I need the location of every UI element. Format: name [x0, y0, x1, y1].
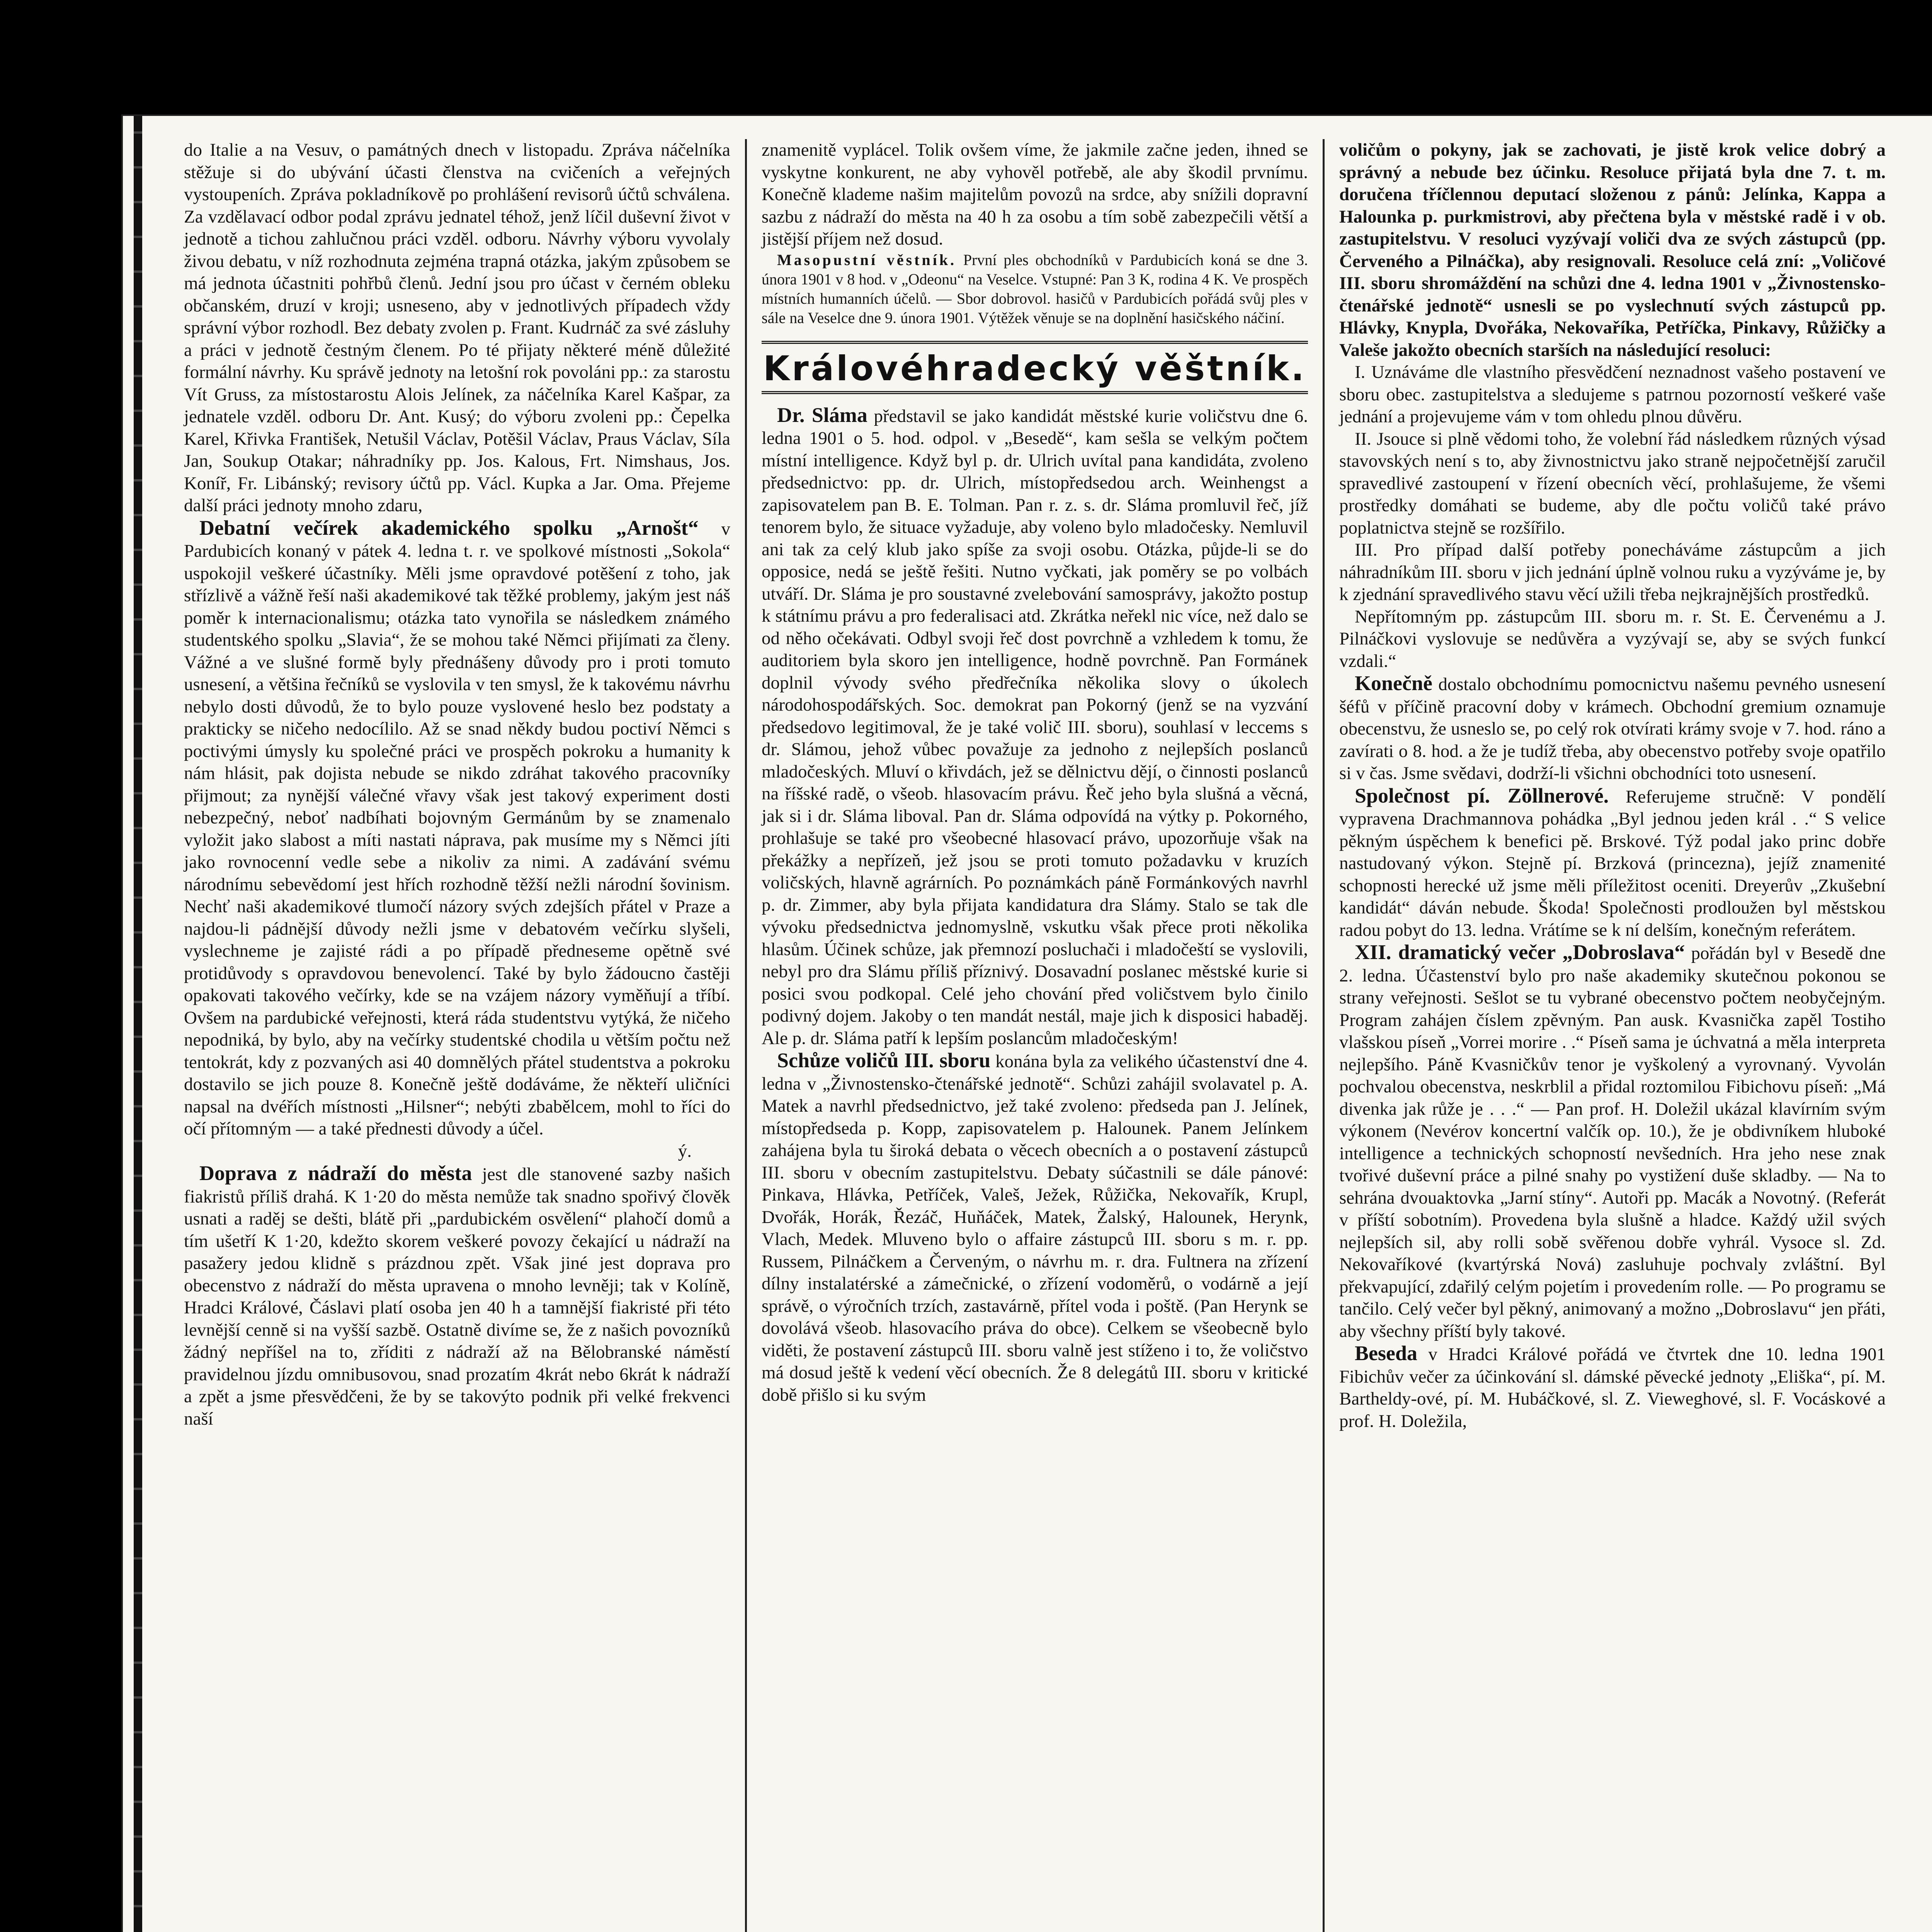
article-schuze-continued: voličům o pokyny, jak se zachovati, je jistě krok velice dobrý a správný a nebude bez účinku. Resoluce přijatá byla dne 7. t. m. doručena tříčlennou deputací složenou z pánů: Jelínka, Kappa a Halounka p. purkmistrovi, aby přečtena byla v městské radě i v ob. zastupitelstvu. V resoluci vyzývají voliči dva ze svých zástupců (pp. Červeného a Pilnáčka), aby resignovali. Resoluce celá zní: „Voličové III. sboru shromáždění na schůzi dne 4. ledna 1901 v „Živnostensko-čtenářské jednotě“ usnesli se po vyslechnutí svých zástupců pp. Hlávky, Knypla, Dvořáka, Nekovaříka, Petříčka, Pinkavy, Růžičky a Valeše jakožto obecních starších na následující resoluci:: [1339, 140, 1886, 360]
article-doprava-body: jest dle stanovené sazby našich fiakristů příliš drahá. K 1·20 do města nemůže tak snadno spořivý člověk usnati a raděj se dešti, blátě při „pardubickém osvělení“ plahočí domů a tím ušetří K 1·20, kdežto skorem veškeré povozy čekající u nádraží na pasažery jedou klidně s prázdnou zpět. Však jiné jest doprava pro obecenstvo z nádraží do města upravena o mnoho levněji; tak v Kolíně, Hradci Králové, Čáslavi platí osoba jen 40 h a tamnější fiakristé při této levnější cenně si na vyšší sazbě. Ostatně divíme se, že z našich povozníků žádný nepříšel na to, zříditi z nádraží až na Bělobranské náměstí pravidelnou jízdu omnibusovou, snad prozatím 4krát nebo 6krát k nádraží a zpět a jsme přesvědčeni, že by se takovýto podnik při velké frekvenci naší: [184, 1164, 731, 1429]
article-dobroslav: [1339, 941, 1886, 1342]
article-spolecnost-body: Referujeme stručně: V pondělí vypravena Drachmannova pohádka „Byl jednou jeden král . .“ S velice pěkným úspěchem k benefici pě. Brskové. Týž podal jako princ dobře nastudovaný výkon. Stejně pí. Brzková (princezna), jejíž znamenité schopnosti herecké už jsme měli příležitost oceniti. Dreyerův „Zkušební kandidát“ dáván nebude. Škoda! Společnosti prodloužen byl městskou radou pobyt do 13. ledna. Vrátíme se k ní delším, konečným referátem.: [1339, 786, 1886, 940]
column-1: [169, 139, 745, 1932]
article-spolecnost-heading: Společnost pí. Zöllnerové.: [1355, 784, 1609, 807]
article-konecne-body: dostalo obchodnímu pomocnictvu našemu pevného usnesení šéfů v příčině pracovní doby v krámech. Obchodní gremium oznamuje obecenstvu, že usneslo se, po celý rok otvírati krámy svoje v 7. hod. ráno a zavírati o 8. hod. a že je tudíž třeba, aby obecenstvo potřeby svoje opatřilo si v čas. Jsme svědavi, dodrží-li všichni obchodníci toto usnesení.: [1339, 674, 1886, 783]
article-konecne: [1339, 672, 1886, 785]
article-doprava-continued: znamenitě vyplácel. Tolik ovšem víme, že jakmile začne jeden, ihned se vyskytne konkurent, ne aby vyhověl potřebě, ale aby škodil prvnímu. Konečně klademe našim majitelům povozů na srdce, aby snížili dopravní sazbu z nádraží do města na 40 h za osobu a tím sobě zabezpečili větší a jistější příjem než dosud.: [762, 140, 1308, 249]
column-3: [1323, 139, 1900, 1932]
section-masthead-title: Královéhradecký věštník.: [763, 348, 1306, 388]
article-arnost: [184, 517, 730, 1140]
resolution-closing: Nepřítomným pp. zástupcům III. sboru m. r. St. E. Červenému a J. Pilnáčkovi vyslovuje se nedůvěra a vyzývají se, aby se svých funkcí vzdali.“: [1339, 606, 1886, 671]
column-2: [745, 139, 1323, 1932]
resolution-point-2: II. Jsouce si plně vědomi toho, že volební řád následkem různých výsad stavovských není s to, aby živnostnictvu jako straně nejpočetnější zaručil spravedlivé zastoupení v řízení obecních věcí, prohlašujeme, že všemi prostředky domáhati se budeme, aby dle počtu voličů také právo poplatnictva stejně se rozšířilo.: [1339, 429, 1886, 538]
article-sokol-continued: do Italie a na Vesuv, o památných dnech v listopadu. Zpráva náčelníka stěžuje si do ubývání účasti členstva na cvičeních a veřejných vystoupeních. Zpráva pokladníkově po prohlášení revisorů účtů schválena. Za vzdělavací odbor podal zprávu jednatel téhož, jenž líčil duševní život v jednotě a tichou zahlučnou práci vzděl. odboru. Návrhy výboru vyvolaly živou debatu, v níž rozhodnuta zejména trapná otázka, jakým způsobem se má jednota účastniti pohřbů členů. Jední jsou pro účast v černém obleku občanském, druzí v kroji; usneseno, aby v jednotlivých případech vždy správní výbor rozhodl. Bez debaty zvolen p. Frant. Kudrnáč za své zásluhy a práci v jednotě čestným členem. Po té přijaty některé méně důležité formální návrhy. Ku správě jednoty na letošní rok povoláni pp.: za starostu Vít Gruss, za místostarostu Alois Jelínek, za náčelníka Karel Kašpar, za jednatele vzděl. odboru Dr. Ant. Kusý; do výboru zvoleni pp.: Čepelka Karel, Křivka František, Netušil Václav, Potěšil Václav, Praus Václav, Síla Jan, Soukup Otakar; náhradníky pp. Jos. Kalous, Frt. Nimshaus, Jos. Koníř, Fr. Libánský; revisory účtů pp. Václ. Kupka a Jar. Oma. Přejeme další práci jednoty mnoho zdaru,: [184, 140, 730, 515]
resolution-point-3: III. Pro případ další potřeby ponecháváme zástupcům a jich náhradníkům III. sboru v jich jednání úplně volnou ruku a vyzýváme je, by k zjednání spravedlivého stavu věcí užili třeba nejkrajnějších prostředků.: [1339, 540, 1886, 604]
article-slama-heading: Dr. Sláma: [777, 403, 867, 427]
text-columns: [169, 139, 1900, 1932]
article-schuze: [762, 1049, 1308, 1406]
article-masopust: [762, 250, 1308, 328]
article-beseda-body: v Hradci Králové pořádá ve čtvrtek dne 10. ledna 1901 Fibichův večer za účinkování sl. dámské pěvecké jednoty „Eliška“, pí. M. Bartheldy-ové, pí. M. Hubáčkové, sl. Z. Vieweghové, sl. F. Vocáskové a prof. H. Doležila,: [1339, 1344, 1886, 1431]
article-masopust-body: První ples obchodníků v Pardubicích koná se dne 3. února 1901 v 8 hod. v „Odeonu“ na Veselce. Vstupné: Pan 3 K, rodina 4 K. Ve prospěch místních humanních účelů. — Sbor dobrovol. hasičů v Pardubicích pořádá svůj ples v sále na Veselce dne 9. února 1901. Výtěžek věnuje se na doplnění hasičského náčiní.: [762, 251, 1308, 327]
article-beseda-heading: Beseda: [1355, 1342, 1417, 1365]
page-binding-edge: [134, 116, 142, 1932]
article-slama: [762, 404, 1308, 1050]
article-slama-body: představil se jako kandidát městské kurie voličstvu dne 6. ledna 1901 o 5. hod. odpol. v „Besedě“, kam sešla se velkým počtem místní intelligence. Když byl p. dr. Ulrich uvítal pana kandidáta, zvoleno předsednictvo: pp. dr. Ulrich, místopředsedou arch. Weinhengst a zapisovatelem pan B. E. Tolman. Pan r. z. s. dr. Sláma promluvil řeč, jíž tenorem bylo, že situace vyžaduje, aby voleno bylo mladočesky. Nemluvil ani tak za celý klub jako spíše za svoji osobu. Otázka, půjde-li se do opposice, nedá se ještě řešiti. Nutno vyčkati, jak poměry se po volbách utváří. Dr. Sláma je pro soustavné zvelebování samosprávy, jakožto postup k státnímu právu a pro federalisaci atd. Zkrátka neřekl nic více, než dalo se od něho očekávati. Odbyl svoji řeč dost povrchně a vzhledem k tomu, že auditoriem byla skoro jen intelligence, hodně povrchně. Pan Formánek doplnil vývody svého předřečníka několika slovy o úkolech národohospodářských. Soc. demokrat pan Pokorný (jenž se na vyzvání předsedovo legitimoval, že je také volič III. sboru), souhlasí v leccems s dr. Slámou, jehož vůbec považuje za jednoho z nejlepších poslanců mladočeských. Mluví o křivdách, jež se dělnictvu dějí, o činnosti poslanců na říšské radě, o všeob. hlasovacím právu. Řeč jeho byla slušná a věcná, jak si i dr. Sláma liboval. Pan dr. Sláma odpovídá na výtky p. Pokorného, prohlašuje se také pro všeobecné hlasovací právo, upozorňuje však na překážky a nepřízeň, jež jsou se proti tomuto požadavku v kruzích voličských, hlavně agrárních. Po poznámkách páně Formánkových navrhl p. dr. Zimmer, aby byla přijata kandidatura dra Slámy. Stalo se tak dle vývoku předsednictva jednomyslně, vskutku však přece proti několika hlasům. Účinek schůze, jak přemnozí posluchači i mladočeští se vyslovili, nebyl pro dra Slámu příliš příznivý. Dosavadní poslanec městské kurie si posici svou podkopal. Celé jeho chování před voličstvem bylo činilo podivný dojem. Jakoby o ten mandát nestál, maje jich k disposici habaděj. Ale p. dr. Sláma patří k lepším poslancům mladočeským!: [762, 406, 1308, 1048]
article-arnost-body: v Pardubicích konaný v pátek 4. ledna t. r. ve spolkové místnosti „Sokola“ uspokojil veškeré účastníky. Měli jsme opravdové potěšení z toho, jak střízlivě a vážně řeší naši akademikové tak těžké problemy, jakým jest náš poměr k internacionalismu; otázka tato vynořila se následkem známého studentského spolku „Slavia“, že se mohou také Němci přijímati za členy. Vážné a ve slušné formě byly přednášeny důvody pro i proti tomuto usnesení, a většina řečníků se vyslovila v ten smysl, že k takovému návrhu nebylo dosti důvodů, že to bylo pouze vyslovené heslo bez podstaty a prakticky se ničeho nedocílilo. Až se snad někdy budou poctiví Němci s poctivými úmysly ku společné práci ve prospěch pokroku a humanity k nám hlásit, pak dojista nebude se nikdo zdráhat takového pracovníky přijmout; za nynější válečné vřavy však jest takový experiment dosti nebezpečný, neboť nadbíhati bojovným Germánům by se znamenalo vyložit jako slabost a míti nastati náprava, pak musíme my s Němci jíti jako rovnocenní vedle sebe a nikoliv za nimi. A zadávání svému národnímu sebevědomí jest hřích rozhodně těžší nežli národní šovinism. Nechť naši akademikové tlumočí názory svých zdejších přátel v Praze a najdou-li pádnější důvody nežli jsme v debatovém večírku slyšeli, vyslechneme je zajisté rádi a po případě předneseme opětně své protidůvody s opravdovou benevolencí. Také by bylo žádoucno častěji opakovati takového večírky, kde se na vzájem názory vyměňují a tříbí. Ovšem na pardubické veřejnosti, která ráda studentstvu vytýká, že ničeho nepodniká, by bylo, aby na večírky studentské chodila u větším počtu než tentokrát, kdy z pozvaných asi 40 domnělých přátel studentstva a pokroku dostavilo se jich pouze 8. Konečně ještě dodáváme, že někteří uličníci napsal na dvéřích místnosti „Hilsner“; nebýti zbabělcem, mohl to říci do očí přítomným — a také přednesti důvody a účel.: [184, 519, 730, 1139]
scan-edge-left: [0, 0, 39, 1932]
article-schuze-heading: Schůze voličů III. sboru: [777, 1049, 991, 1072]
article-doprava: [184, 1162, 730, 1430]
article-beseda: [1339, 1342, 1886, 1432]
article-arnost-signature: ý.: [678, 1141, 692, 1161]
article-schuze-body: konána byla za velikého účastenství dne 4. ledna v „Živnostensko-čtenářské jednotě“. Schůzi zahájil svolavatel p. A. Matek a navrhl předsednictvo, jež také zvoleno: předseda pan J. Jelínek, místopředseda p. Kopp, zapisovatelem p. Halounek. Panem Jelínkem zahájena byla tu široká debata o věcech obecních a o postavení zástupců III. sboru v obecním zastupitelstvu. Debaty súčastnili se dále pánové: Pinkava, Hlávka, Petříček, Valeš, Ježek, Růžička, Nekovařík, Krupl, Dvořák, Horák, Řezáč, Huňáček, Matek, Žalský, Halounek, Herynk, Vlach, Medek. Mluveno bylo o affaire zástupců III. sboru s m. r. pp. Russem, Pilnáčkem a Červeným, o návrhu m. r. dra. Fultnera na zřízení dílny instalatérské a zámečnické, o zřízení vodoměrů, o vodárně a její správě, o výročních trzích, zastavárně, přítel voda i poště. (Pan Herynk se dovolává všeob. hlasovacího práva do obce). Celkem se všeobecně bylo viděti, že postavení zástupců III. sboru valně jest stíženo i to, že voličstvo má dosud ještě k vedení věcí obecních. Že 8 delegátů III. sboru v kritické době přišlo si ku svým: [762, 1051, 1308, 1405]
article-spolecnost: [1339, 785, 1886, 942]
article-dobroslav-body: pořádán byl v Besedě dne 2. ledna. Účastenství bylo pro naše akademiky skutečnou pokonou se strany veřejnosti. Sešlot se tu vybrané obecenstvo počtem neobyčejným. Program zahájen číslem zpěvným. Pan ausk. Kvasnička zapěl Tostiho vlašskou píseň „Vorrei morire . .“ Píseň sama je úchvatná a měla interpreta nejlepšího. Páně Kvasničkův tenor je vyškolený a vyrovnaný. Vyvolán pochvalou obecenstva, neskrblil a přidal roztomilou Fibichovu píseň: „Má divenka jak růže je . . .“ — Pan prof. H. Doležil ukázal klavírním svým výkonem (Nevérov koncertní valčík op. 10.), že je obdivníkem hluboké intelligence a technických schopností nevšedních. Hra jeho nese znak tvořivé duševní práce a pilné snahy po vystižení duše skladby. — Na to sehrána dvouaktovka „Jarní stíny“. Autoři pp. Macák a Novotný. (Referát v příští sobotním). Provedena byla slušně a hladce. Každý užil svých nejlepších sil, aby rolli sobě svěřenou dobře vyhrál. Vysoce sl. Zd. Nekovaříkové (kvartýrská Nová) zasluhuje pochvaly zvláštní. Byl překvapující, zdařilý celým pojetím i provedením rolle. — Po programu se tančilo. Celý večer byl pěkný, animovaný a možno „Dobroslavu“ jen přáti, aby všechny příští byly takové.: [1339, 943, 1886, 1341]
article-arnost-heading: Debatní večírek akademického spolku „Arnošt“: [199, 516, 699, 539]
article-dobroslav-heading: XII. dramatický večer „Dobroslava“: [1355, 940, 1685, 964]
newspaper-page: [123, 116, 1932, 1932]
resolution-point-1: I. Uznáváme dle vlastního přesvědčení neznadnost vašeho postavení ve sboru obec. zastupitelstva a sledujeme s patrnou pozorností veškeré vaše jednání a projevujeme vám v tom ohledu plnou důvěru.: [1339, 362, 1886, 427]
article-doprava-heading: Doprava z nádraží do města: [199, 1162, 472, 1185]
article-konecne-heading: Konečně: [1355, 672, 1432, 695]
section-masthead: [762, 341, 1308, 394]
article-masopust-heading: Masopustní věstník.: [777, 251, 957, 269]
